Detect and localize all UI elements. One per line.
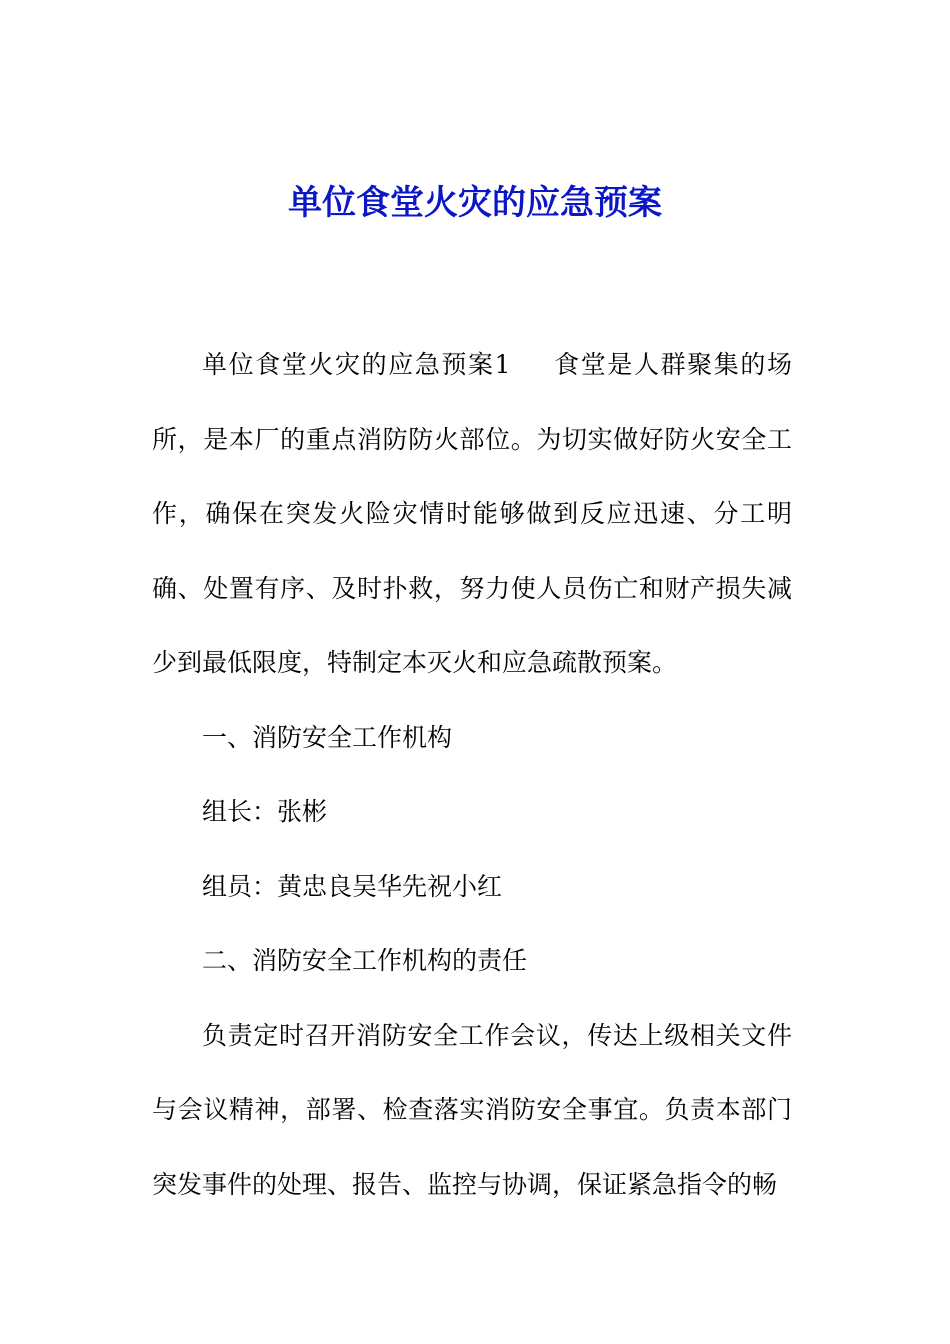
document-body	[152, 328, 792, 1222]
paragraph-responsibilities: 负责定时召开消防安全工作会议，传达上级相关文件与会议精神，部署、检查落实消防安全事宜。负责本部门突发事件的处理、报告、监控与协调，保证紧急指令的畅	[152, 1020, 792, 1199]
document-title: 单位食堂火灾的应急预案	[288, 183, 662, 223]
group-members-line: 组员：黄忠良吴华先祝小红	[202, 871, 503, 901]
section-heading-2: 二、消防安全工作机构的责任	[202, 946, 528, 975]
intro-text: 食堂是人群聚集的场所，是本厂的重点消防防火部位。为切实做好防火安全工作，确保在突发火险灾情时能够做到反应迅速、分工明确、处置有序、及时扑救，努力使人员伤亡和财产损失减少到最低限度，特制定本灭火和应急疏散预案。	[152, 350, 792, 677]
group-leader-line: 组长：张彬	[202, 797, 328, 826]
section-heading-1: 一、消防安全工作机构	[202, 722, 453, 752]
paragraph-intro	[152, 328, 792, 701]
intro-heading: 单位食堂火灾的应急预案1	[202, 350, 511, 379]
